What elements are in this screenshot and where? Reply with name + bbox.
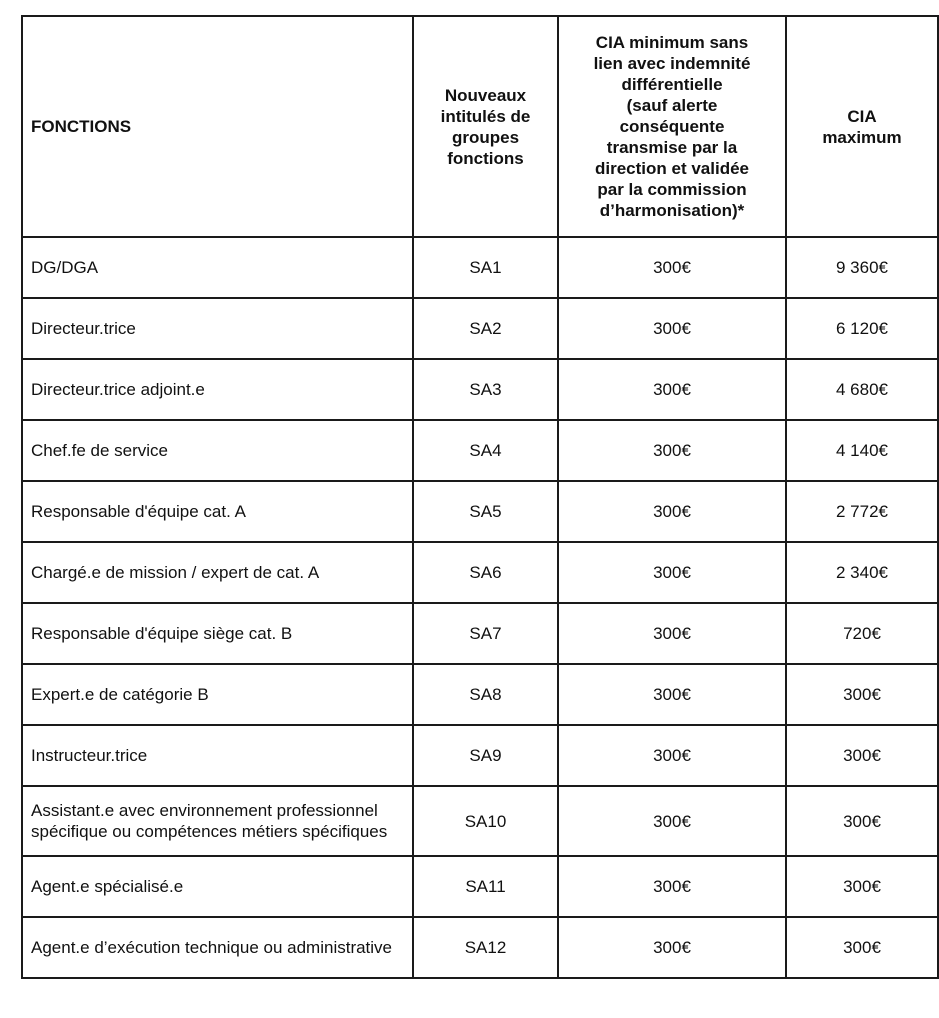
table-row [22,359,938,420]
cell-groupe: SA11 [413,856,558,917]
header-line: par la commission [597,180,747,199]
cell-fonction: Agent.e d’exécution technique ou administrative [22,917,413,978]
cell-cia-max: 720€ [786,603,938,664]
header-line: maximum [822,127,902,147]
table-row [22,420,938,481]
cell-fonction: Expert.e de catégorie B [22,664,413,725]
cell-groupe: SA1 [413,237,558,298]
cia-table [21,15,939,979]
header-line: d’harmonisation)* [599,201,745,220]
table-row [22,664,938,725]
cell-cia-min: 300€ [558,664,786,725]
cell-groupe: SA8 [413,664,558,725]
header-groupes [413,16,558,237]
cell-groupe: SA6 [413,542,558,603]
cell-cia-min: 300€ [558,603,786,664]
table-row [22,603,938,664]
table-row [22,917,938,978]
table-row [22,237,938,298]
header-line: CIA minimum sans [595,33,749,52]
cell-groupe: SA3 [413,359,558,420]
cell-fonction: Responsable d'équipe cat. A [22,481,413,542]
cell-cia-max: 300€ [786,786,938,856]
cell-cia-min: 300€ [558,237,786,298]
cell-cia-max: 9 360€ [786,237,938,298]
header-cia-minimum [558,16,786,237]
header-line: direction et validée [595,159,749,178]
header-row [22,16,938,237]
table-row [22,856,938,917]
cell-fonction: Directeur.trice adjoint.e [22,359,413,420]
cell-fonction: Agent.e spécialisé.e [22,856,413,917]
cell-groupe: SA10 [413,786,558,856]
cell-cia-min: 300€ [558,420,786,481]
header-line: groupes [451,127,520,147]
table-row [22,786,938,856]
cell-fonction: Directeur.trice [22,298,413,359]
cell-cia-min: 300€ [558,786,786,856]
cell-groupe: SA5 [413,481,558,542]
cell-cia-max: 4 680€ [786,359,938,420]
cell-groupe: SA12 [413,917,558,978]
cell-fonction: Chargé.e de mission / expert de cat. A [22,542,413,603]
table-row [22,725,938,786]
cell-cia-min: 300€ [558,481,786,542]
cell-cia-min: 300€ [558,856,786,917]
table-row [22,298,938,359]
header-line: CIA [847,106,877,126]
cell-cia-min: 300€ [558,298,786,359]
cell-fonction: DG/DGA [22,237,413,298]
header-line: Nouveaux [444,85,527,105]
cell-cia-min: 300€ [558,359,786,420]
header-fonctions: FONCTIONS [22,16,413,237]
cell-groupe: SA2 [413,298,558,359]
cell-cia-max: 300€ [786,856,938,917]
header-line: (sauf alerte [626,96,718,115]
header-line: différentielle [621,75,723,94]
cell-groupe: SA4 [413,420,558,481]
header-line: intitulés de [440,106,531,126]
cell-cia-max: 6 120€ [786,298,938,359]
cell-cia-min: 300€ [558,917,786,978]
cell-fonction: Assistant.e avec environnement professionnel spécifique ou compétences métiers spécifiques [22,786,413,856]
cell-cia-max: 300€ [786,664,938,725]
header-line: lien avec indemnité [593,54,751,73]
cell-groupe: SA7 [413,603,558,664]
header-line: transmise par la [606,138,738,157]
cell-fonction: Chef.fe de service [22,420,413,481]
cell-fonction: Responsable d'équipe siège cat. B [22,603,413,664]
cell-groupe: SA9 [413,725,558,786]
header-line: conséquente [619,117,725,136]
cell-fonction: Instructeur.trice [22,725,413,786]
cell-cia-max: 2 772€ [786,481,938,542]
cell-cia-max: 2 340€ [786,542,938,603]
table-row [22,542,938,603]
cell-cia-max: 4 140€ [786,420,938,481]
header-cia-maximum [786,16,938,237]
cell-cia-min: 300€ [558,542,786,603]
cell-cia-min: 300€ [558,725,786,786]
table-row [22,481,938,542]
cell-cia-max: 300€ [786,725,938,786]
cell-cia-max: 300€ [786,917,938,978]
header-line: fonctions [447,148,524,168]
